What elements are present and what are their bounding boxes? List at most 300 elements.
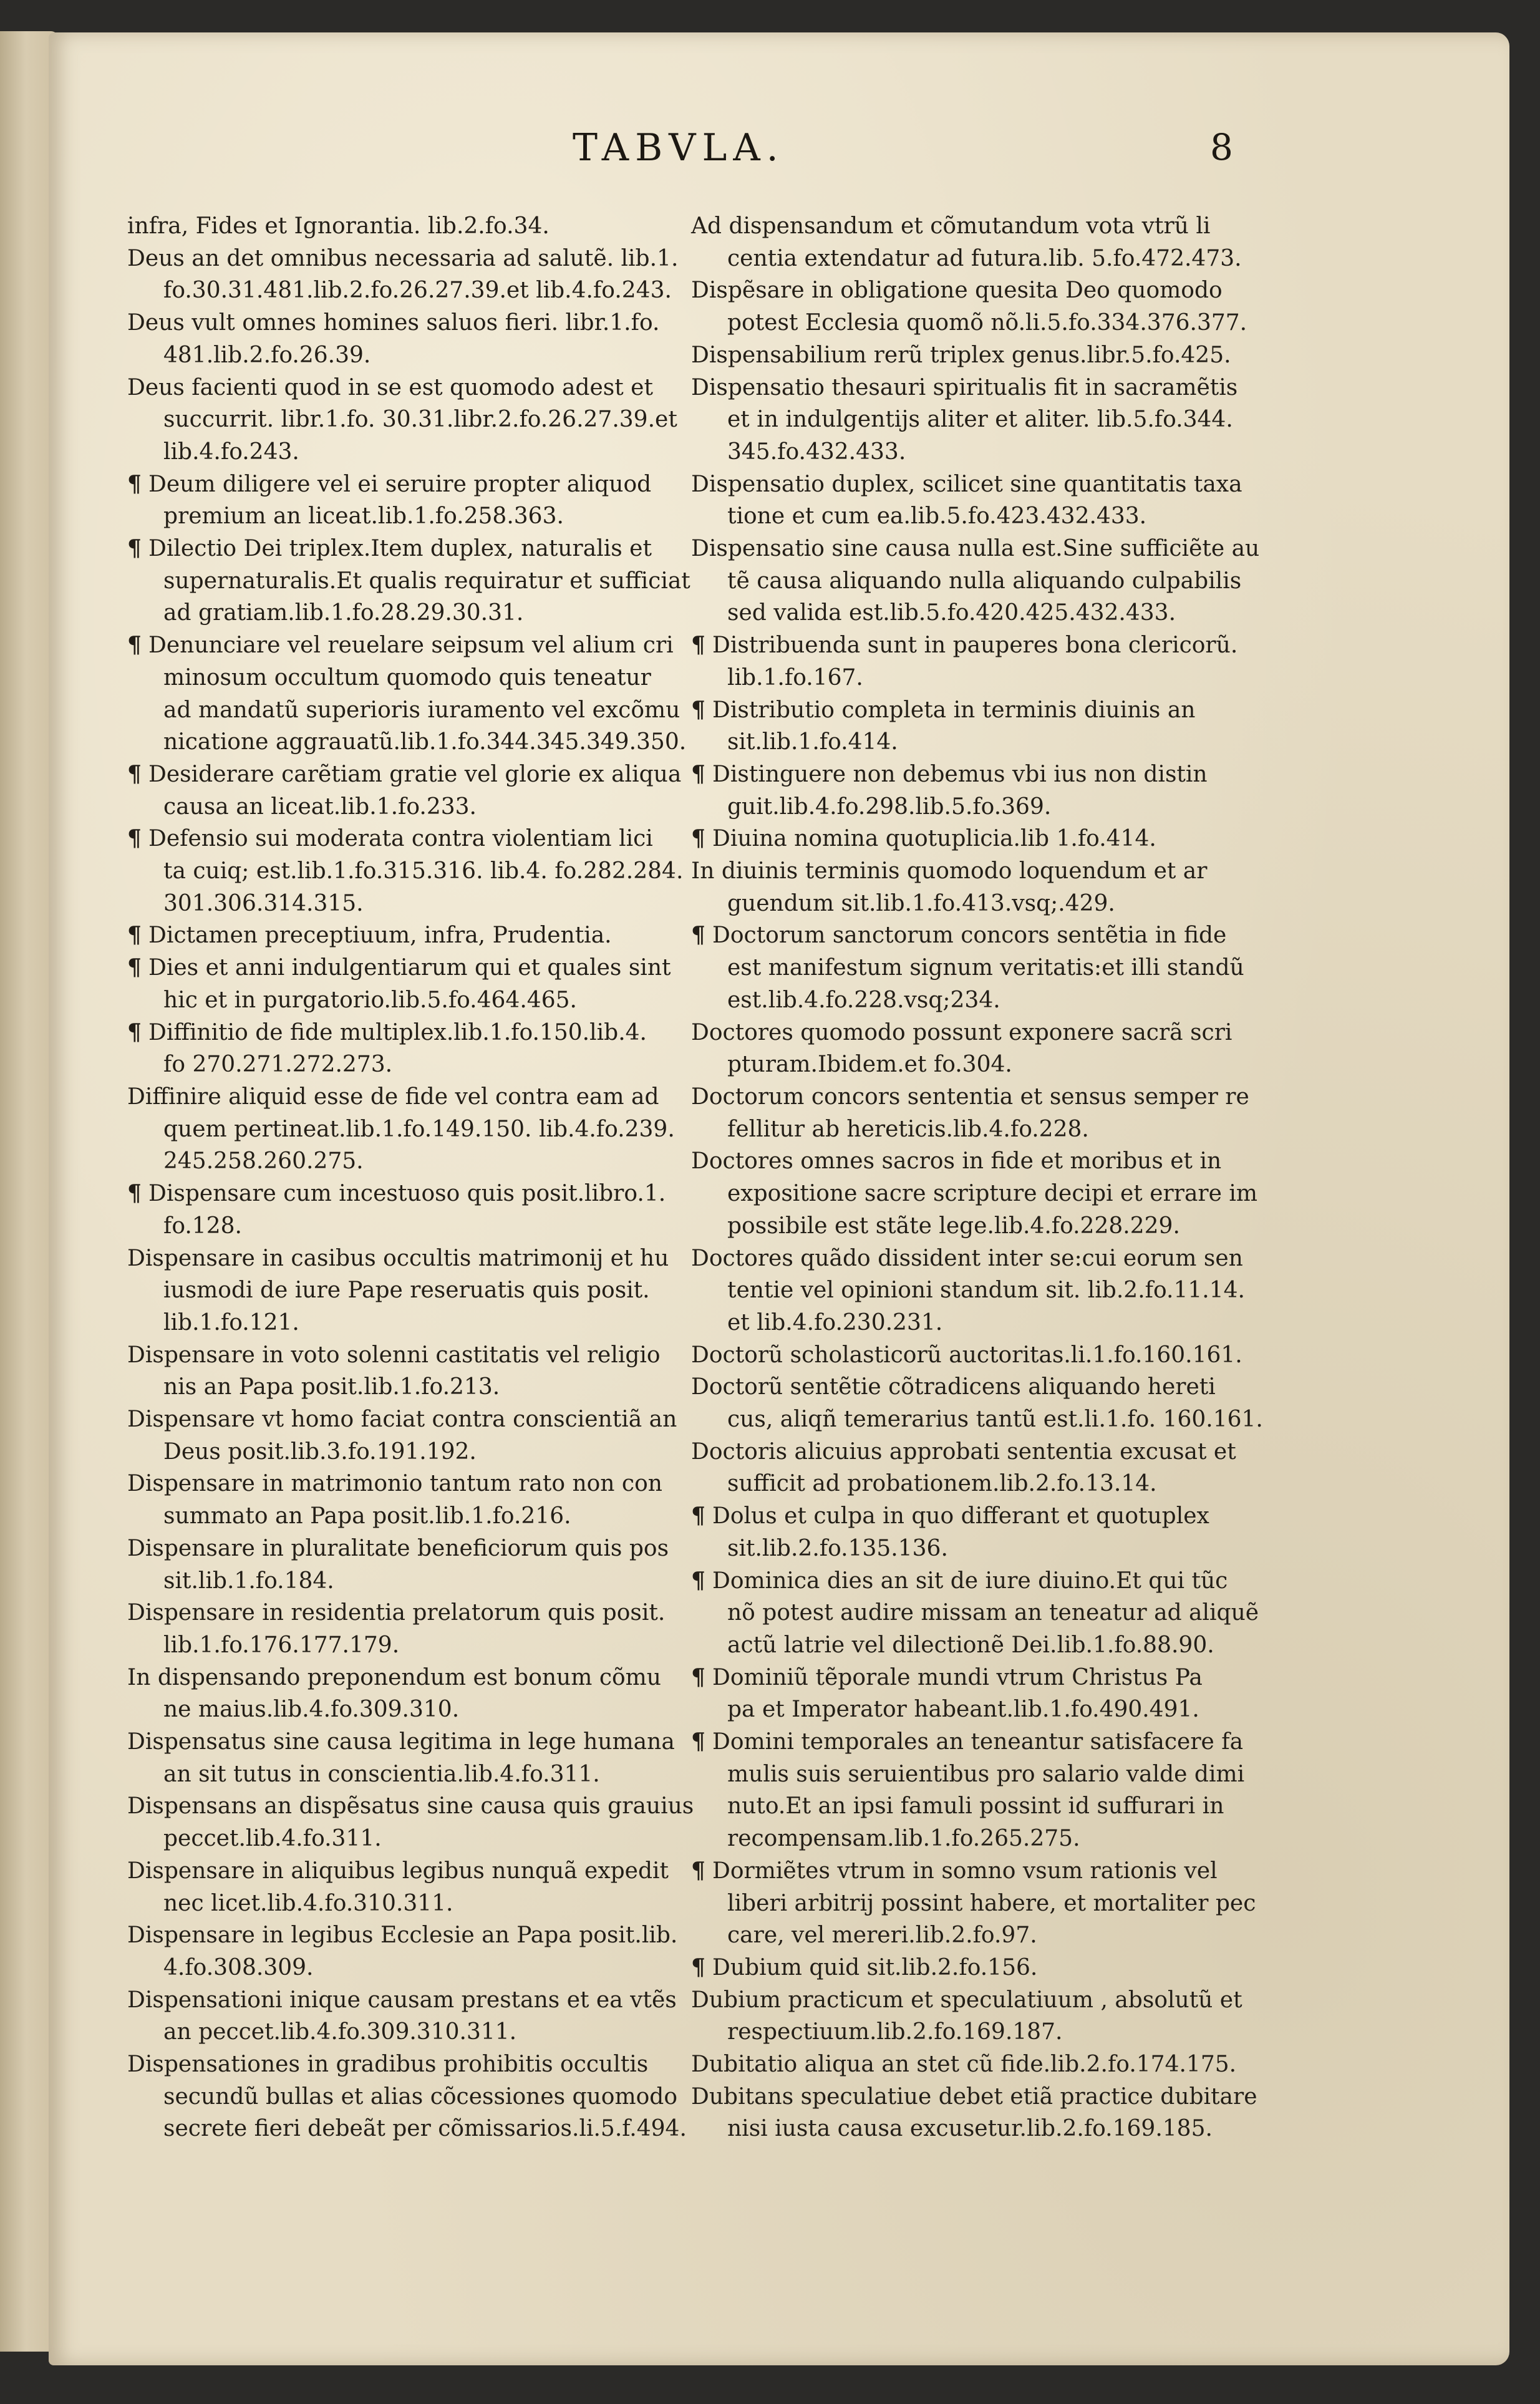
- entry-continuation-line: [127, 1694, 692, 1726]
- entry-continuation-line: [691, 500, 1256, 533]
- entry-text: Dispensare cum incestuoso quis posit.libro.1.: [148, 1181, 666, 1207]
- entry-text: pa et Imperator habeant.lib.1.fo.490.491.: [727, 1697, 1199, 1723]
- entry-text: Dubium practicum et speculatiuum , absolutũ et: [691, 1987, 1242, 2013]
- entry-text: nisi iusta causa excusetur.lib.2.fo.169.185.: [727, 2116, 1213, 2142]
- entry-text: an peccet.lib.4.fo.309.310.311.: [163, 2019, 517, 2045]
- entry-text: Dispensabilium rerũ triplex genus.libr.5.fo.425.: [691, 342, 1231, 368]
- index-entry: [127, 952, 692, 1016]
- entry-text: minosum occultum quomodo quis teneatur: [163, 664, 651, 691]
- entry-continuation-line: [691, 791, 1256, 823]
- index-entry: [127, 1984, 692, 2048]
- entry-continuation-line: [127, 1500, 692, 1533]
- index-entry: [127, 1533, 692, 1597]
- index-entry: [691, 2048, 1256, 2081]
- entry-line: [691, 855, 1256, 888]
- entry-text: Dispensare in voto solenni castitatis vel religio: [127, 1342, 661, 1368]
- entry-continuation-line: [691, 307, 1256, 339]
- entry-text: nicatione aggrauatũ.lib.1.fo.344.345.349.350.: [163, 729, 687, 755]
- entry-continuation-line: [691, 888, 1256, 920]
- entry-line: [691, 210, 1256, 243]
- index-entry: [127, 243, 692, 307]
- entry-text: Distributio completa in terminis diuinis an: [712, 697, 1196, 723]
- entry-text: nec licet.lib.4.fo.310.311.: [163, 1890, 453, 1916]
- entry-text: Desiderare carẽtiam gratie vel glorie ex aliqua: [148, 761, 682, 787]
- index-column-right: [691, 210, 1263, 2145]
- index-entry: [691, 919, 1256, 1016]
- entry-text: Dormiẽtes vtrum in somno vsum rationis vel: [712, 1858, 1218, 1884]
- entry-text: Dubitatio aliqua an stet cũ fide.lib.2.fo.174.175.: [691, 2052, 1237, 2078]
- index-entry: [127, 1403, 692, 1468]
- entry-text: est manifestum signum veritatis:et illi standũ: [727, 955, 1244, 981]
- pilcrow-icon: ¶: [127, 760, 142, 787]
- entry-continuation-line: [127, 1952, 692, 1984]
- entry-text: Dominiũ tẽporale mundi vtrum Christus Pa: [712, 1664, 1203, 1690]
- entry-continuation-line: [691, 1597, 1259, 1629]
- pilcrow-icon: ¶: [691, 1954, 705, 1980]
- entry-line: [127, 307, 692, 339]
- entry-continuation-line: [127, 1823, 692, 1855]
- pilcrow-icon: ¶: [691, 632, 705, 659]
- entry-continuation-line: [127, 2016, 692, 2048]
- entry-line: [127, 210, 692, 243]
- entry-continuation-line: [691, 1468, 1256, 1500]
- entry-text: Dispensare in aliquibus legibus nunquã expedit: [127, 1858, 669, 1884]
- index-entry: [691, 1662, 1256, 1726]
- entry-text: Dispensare in casibus occultis matrimonij et hu: [127, 1245, 669, 1271]
- index-entry: [127, 1662, 692, 1726]
- entry-continuation-line: [691, 1049, 1256, 1081]
- entry-text: Deus posit.lib.3.fo.191.192.: [163, 1438, 477, 1465]
- entry-text: ta cuiq; est.lib.1.fo.315.316. lib.4. fo.282.284.: [163, 858, 684, 885]
- entry-line: [691, 1339, 1256, 1372]
- index-entry: [691, 629, 1256, 694]
- entry-line: [127, 919, 692, 952]
- entry-text: lib.1.fo.167.: [727, 664, 863, 691]
- entry-text: In diuinis terminis quomodo loquendum et ar: [691, 858, 1208, 885]
- index-entry: [127, 629, 692, 759]
- entry-continuation-line: [691, 1533, 1256, 1565]
- index-entry: [691, 759, 1256, 823]
- index-entry: [127, 759, 692, 823]
- entry-continuation-line: [127, 2113, 692, 2145]
- entry-text: Dispensationes in gradibus prohibitis occultis: [127, 2052, 649, 2078]
- index-entry: [127, 1081, 692, 1178]
- entry-line: [127, 823, 692, 855]
- entry-line: [127, 629, 692, 662]
- index-entry: [691, 1565, 1259, 1662]
- entry-text: iusmodi de iure Pape reseruatis quis posit.: [163, 1277, 650, 1304]
- entry-continuation-line: [127, 1274, 692, 1307]
- entry-text: In dispensando preponendum est bonum cõmu: [127, 1664, 661, 1690]
- entry-text: nuto.Et an ipsi famuli possint id suffurari in: [727, 1793, 1224, 1820]
- entry-line: [691, 694, 1256, 727]
- index-entry: [127, 307, 692, 371]
- entry-text: ne maius.lib.4.fo.309.310.: [163, 1697, 460, 1723]
- index-entry: [127, 2048, 692, 2145]
- entry-text: fo.128.: [163, 1213, 242, 1239]
- entry-text: centia extendatur ad futura.lib. 5.fo.472.473.: [727, 245, 1242, 271]
- entry-text: Dispẽsare in obligatione quesita Deo quomodo: [691, 278, 1223, 304]
- entry-text: Ad dispensandum et cõmutandum vota vtrũ li: [691, 213, 1211, 239]
- entry-text: quem pertineat.lib.1.fo.149.150. lib.4.fo.239.: [163, 1116, 675, 1142]
- entry-text: summato an Papa posit.lib.1.fo.216.: [163, 1503, 571, 1529]
- entry-line: [691, 1984, 1256, 2017]
- entry-text: tentie vel opinioni standum sit. lib.2.fo.11.14.: [727, 1277, 1245, 1304]
- entry-continuation-line: [127, 1371, 692, 1403]
- entry-text: Dispensare in residentia prelatorum quis posit.: [127, 1600, 666, 1626]
- entry-continuation-line: [691, 565, 1256, 598]
- entry-continuation-line: [127, 984, 692, 1017]
- entry-text: lib.1.fo.176.177.179.: [163, 1632, 400, 1658]
- index-entry: [691, 823, 1256, 855]
- entry-text: fellitur ab hereticis.lib.4.fo.228.: [727, 1116, 1089, 1142]
- entry-text: infra, Fides et Ignorantia. lib.2.fo.34.: [127, 213, 550, 239]
- entry-text: Dictamen preceptiuum, infra, Prudentia.: [148, 923, 612, 949]
- entry-line: [691, 1855, 1256, 1888]
- entry-line: [127, 1403, 692, 1436]
- index-entry: [127, 210, 692, 243]
- index-entry: [127, 1468, 692, 1532]
- entry-text: Dies et anni indulgentiarum qui et quales sint: [148, 955, 671, 981]
- entry-continuation-line: [691, 1758, 1256, 1791]
- page-header: [49, 126, 1509, 182]
- entry-text: lib.1.fo.121.: [163, 1309, 299, 1335]
- index-entry: [691, 1855, 1256, 1952]
- entry-line: [127, 1790, 692, 1823]
- entry-continuation-line: [691, 2016, 1256, 2048]
- entry-line: [127, 759, 692, 791]
- entry-text: secundũ bullas et alias cõcessiones quomodo: [163, 2083, 677, 2110]
- entry-line: [127, 468, 692, 501]
- index-entry: [691, 1145, 1256, 1242]
- entry-text: peccet.lib.4.fo.311.: [163, 1826, 382, 1852]
- pilcrow-icon: ¶: [127, 470, 142, 497]
- entry-text: Dispensans an dispẽsatus sine causa quis grauius: [127, 1793, 694, 1820]
- index-entry: [691, 1436, 1256, 1500]
- entry-line: [691, 1145, 1256, 1178]
- pilcrow-icon: ¶: [127, 922, 142, 949]
- entry-text: Diuina nomina quotuplicia.lib 1.fo.414.: [712, 826, 1156, 852]
- pilcrow-icon: ¶: [127, 535, 142, 562]
- index-entry: [691, 1243, 1256, 1339]
- pilcrow-icon: ¶: [127, 1019, 142, 1045]
- index-entry: [127, 823, 692, 919]
- entry-text: sit.lib.2.fo.135.136.: [727, 1535, 948, 1561]
- entry-continuation-line: [127, 1049, 692, 1081]
- entry-continuation-line: [127, 791, 692, 823]
- entry-line: [127, 1984, 692, 2017]
- pilcrow-icon: ¶: [691, 760, 705, 787]
- entry-line: [127, 1919, 692, 1952]
- entry-line: [127, 1533, 692, 1565]
- entry-text: et in indulgentijs aliter et aliter. lib.5.fo.344.: [727, 407, 1233, 433]
- entry-continuation-line: [127, 1113, 692, 1146]
- entry-continuation-line: [691, 404, 1256, 436]
- entry-text: Dispensare vt homo faciat contra conscientiã an: [127, 1407, 677, 1433]
- pilcrow-icon: ¶: [691, 1567, 705, 1594]
- entry-continuation-line: [127, 694, 692, 727]
- entry-text: Doctorum sanctorum concors sentẽtia in fide: [712, 923, 1227, 949]
- entry-text: 481.lib.2.fo.26.39.: [163, 342, 371, 368]
- entry-continuation-line: [127, 1629, 692, 1662]
- entry-text: Dispensare in matrimonio tantum rato non con: [127, 1471, 662, 1497]
- entry-text: hic et in purgatorio.lib.5.fo.464.465.: [163, 987, 577, 1013]
- entry-continuation-line: [691, 662, 1256, 694]
- entry-continuation-line: [691, 1629, 1256, 1662]
- entry-text: Dispensare in pluralitate beneficiorum quis pos: [127, 1535, 669, 1561]
- index-entry: [691, 1339, 1256, 1372]
- index-entry: [127, 919, 692, 952]
- entry-text: Dispensationi inique causam prestans et ea vtẽs: [127, 1987, 677, 2013]
- pilcrow-icon: ¶: [691, 1664, 705, 1690]
- entry-line: [127, 2048, 692, 2081]
- entry-continuation-line: [127, 1758, 692, 1791]
- entry-text: Diffinitio de fide multiplex.lib.1.fo.150.lib.4.: [148, 1019, 647, 1045]
- entry-text: expositione sacre scripture decipi et errare im: [727, 1181, 1258, 1207]
- entry-text: recompensam.lib.1.fo.265.275.: [727, 1826, 1080, 1852]
- pilcrow-icon: ¶: [691, 696, 705, 723]
- entry-continuation-line: [127, 662, 692, 694]
- entry-text: guendum sit.lib.1.fo.413.vsq;.429.: [727, 890, 1115, 916]
- entry-line: [691, 1726, 1256, 1758]
- pilcrow-icon: ¶: [691, 1857, 705, 1884]
- entry-text: Deus facienti quod in se est quomodo adest et: [127, 374, 653, 400]
- entry-text: ad mandatũ superioris iuramento vel excõmu: [163, 697, 680, 723]
- entry-text: fo.30.31.481.lib.2.fo.26.27.39.et lib.4.fo.243.: [163, 278, 672, 304]
- entry-line: [127, 1662, 692, 1694]
- entry-continuation-line: [691, 1178, 1256, 1210]
- index-entry: [691, 855, 1256, 919]
- entry-text: Doctores quãdo dissident inter se:cui eorum sen: [691, 1245, 1243, 1271]
- entry-text: Deus an det omnibus necessaria ad salutẽ. lib.1.: [127, 245, 679, 271]
- entry-text: an sit tutus in conscientia.lib.4.fo.311.: [163, 1761, 600, 1787]
- entry-continuation-line: [127, 1145, 692, 1178]
- entry-text: est.lib.4.fo.228.vsq;234.: [727, 987, 1000, 1013]
- entry-text: et lib.4.fo.230.231.: [727, 1309, 943, 1335]
- entry-line: [691, 823, 1256, 855]
- entry-line: [691, 1371, 1256, 1403]
- entry-line: [127, 1468, 692, 1500]
- entry-line: [127, 1017, 692, 1049]
- entry-line: [691, 1436, 1256, 1468]
- index-entry: [127, 372, 692, 468]
- index-entry: [691, 339, 1256, 372]
- entry-continuation-line: [127, 339, 692, 372]
- index-entry: [127, 468, 692, 533]
- entry-continuation-line: [691, 1888, 1256, 1920]
- entry-text: actũ latrie vel dilectionẽ Dei.lib.1.fo.88.90.: [727, 1632, 1214, 1658]
- entry-line: [691, 629, 1256, 662]
- index-entry: [691, 210, 1256, 274]
- entry-line: [127, 952, 692, 984]
- entry-text: care, vel mereri.lib.2.fo.97.: [727, 1922, 1037, 1949]
- entry-text: Doctorũ scholasticorũ auctoritas.li.1.fo.160.161.: [691, 1342, 1242, 1368]
- index-entry: [691, 468, 1256, 533]
- entry-line: [691, 2081, 1256, 2113]
- entry-continuation-line: [691, 436, 1256, 468]
- index-entry: [691, 1081, 1256, 1145]
- pilcrow-icon: ¶: [691, 1728, 705, 1755]
- index-entry: [691, 1017, 1256, 1081]
- entry-line: [691, 1952, 1256, 1984]
- entry-line: [691, 919, 1256, 952]
- index-entry: [127, 1243, 692, 1339]
- entry-continuation-line: [691, 597, 1256, 629]
- entry-text: Dispensatus sine causa legitima in lege humana: [127, 1729, 675, 1755]
- entry-continuation-line: [691, 243, 1256, 275]
- entry-text: Dispensatio sine causa nulla est.Sine sufficiẽte au: [691, 536, 1260, 562]
- entry-continuation-line: [127, 855, 692, 888]
- entry-continuation-line: [127, 726, 692, 759]
- index-entry: [691, 533, 1260, 629]
- entry-line: [691, 1243, 1256, 1275]
- entry-line: [127, 1726, 692, 1758]
- index-entry: [691, 372, 1256, 468]
- entry-line: [127, 243, 692, 275]
- entry-text: Doctorum concors sententia et sensus semper re: [691, 1083, 1249, 1110]
- entry-text: sit.lib.1.fo.184.: [163, 1568, 334, 1594]
- entry-continuation-line: [127, 597, 692, 629]
- entry-text: Distinguere non debemus vbi ius non distin: [712, 761, 1208, 787]
- entry-line: [691, 1565, 1256, 1597]
- entry-line: [691, 2048, 1256, 2081]
- entry-text: guit.lib.4.fo.298.lib.5.fo.369.: [727, 793, 1052, 820]
- entry-line: [127, 1243, 692, 1275]
- entry-continuation-line: [691, 2113, 1256, 2145]
- entry-line: [127, 372, 692, 404]
- entry-text: 4.fo.308.309.: [163, 1954, 314, 1980]
- entry-text: fo 270.271.272.273.: [163, 1052, 393, 1078]
- entry-text: supernaturalis.Et qualis requiratur et sufficiat: [163, 568, 690, 594]
- entry-text: Dolus et culpa in quo differant et quotuplex: [712, 1503, 1209, 1529]
- entry-continuation-line: [691, 1919, 1256, 1952]
- entry-text: nõ potest audire missam an teneatur ad aliquẽ: [727, 1600, 1259, 1626]
- entry-text: sed valida est.lib.5.fo.420.425.432.433.: [727, 600, 1176, 626]
- entry-continuation-line: [691, 1790, 1256, 1823]
- entry-text: Defensio sui moderata contra violentiam lici: [148, 826, 653, 852]
- entry-text: cus, aliqñ temerarius tantũ est.li.1.fo. 160.161.: [727, 1407, 1263, 1433]
- entry-line: [691, 468, 1256, 501]
- entry-continuation-line: [127, 1436, 692, 1468]
- entry-text: nis an Papa posit.lib.1.fo.213.: [163, 1374, 500, 1400]
- entry-continuation-line: [127, 565, 692, 598]
- index-entry: [691, 1984, 1256, 2048]
- entry-continuation-line: [691, 726, 1256, 759]
- index-entry: [691, 1371, 1263, 1435]
- entry-text: Dubitans speculatiue debet etiã practice dubitare: [691, 2083, 1257, 2110]
- entry-line: [127, 1597, 692, 1629]
- entry-continuation-line: [691, 1113, 1256, 1146]
- entry-line: [691, 339, 1256, 372]
- entry-text: Dominica dies an sit de iure diuino.Et qui tũc: [712, 1568, 1228, 1594]
- entry-continuation-line: [691, 1274, 1256, 1307]
- entry-text: 345.fo.432.433.: [727, 439, 906, 465]
- entry-text: premium an liceat.lib.1.fo.258.363.: [163, 503, 564, 530]
- index-entry: [127, 1790, 692, 1854]
- entry-text: Dubium quid sit.lib.2.fo.156.: [712, 1954, 1038, 1980]
- entry-continuation-line: [691, 1694, 1256, 1726]
- pilcrow-icon: ¶: [127, 954, 142, 981]
- entry-continuation-line: [127, 1307, 692, 1339]
- entry-text: succurrit. libr.1.fo. 30.31.libr.2.fo.26.27.39.et: [163, 407, 677, 433]
- entry-text: Dispensare in legibus Ecclesie an Papa posit.lib.: [127, 1922, 678, 1949]
- entry-text: possibile est stãte lege.lib.4.fo.228.229.: [727, 1213, 1180, 1239]
- entry-continuation-line: [127, 1210, 692, 1243]
- pilcrow-icon: ¶: [691, 1503, 705, 1529]
- index-entry: [127, 1597, 692, 1661]
- index-entry: [691, 1952, 1256, 1984]
- entry-continuation-line: [127, 274, 692, 307]
- pilcrow-icon: ¶: [691, 922, 705, 949]
- entry-text: secrete fieri debeãt per cõmissarios.li.5.f.494.: [163, 2116, 687, 2142]
- entry-text: Dispensatio thesauri spiritualis fit in sacramẽtis: [691, 374, 1238, 400]
- entry-text: Domini temporales an teneantur satisfacere fa: [712, 1729, 1244, 1755]
- entry-text: Diffinire aliquid esse de fide vel contra eam ad: [127, 1083, 659, 1110]
- index-entry: [127, 533, 692, 629]
- index-entry: [127, 1726, 692, 1790]
- entry-continuation-line: [691, 952, 1256, 984]
- entry-continuation-line: [691, 1210, 1256, 1243]
- entry-text: tione et cum ea.lib.5.fo.423.432.433.: [727, 503, 1147, 530]
- book-page: [49, 32, 1509, 2365]
- entry-line: [691, 1662, 1256, 1694]
- entry-text: Deum diligere vel ei seruire propter aliquod: [148, 471, 652, 497]
- entry-text: Doctorũ sentẽtie cõtradicens aliquando hereti: [691, 1374, 1216, 1400]
- entry-line: [691, 274, 1256, 307]
- entry-text: ad gratiam.lib.1.fo.28.29.30.31.: [163, 600, 524, 626]
- pilcrow-icon: ¶: [691, 825, 705, 852]
- entry-text: Doctores omnes sacros in fide et moribus et in: [691, 1148, 1222, 1175]
- entry-continuation-line: [127, 1565, 692, 1597]
- entry-text: Distribuenda sunt in pauperes bona clericorũ.: [712, 633, 1238, 659]
- entry-text: Denunciare vel reuelare seipsum vel alium cri: [148, 633, 674, 659]
- entry-continuation-line: [127, 436, 692, 468]
- index-entry: [127, 1178, 692, 1242]
- entry-line: [127, 1081, 692, 1113]
- entry-text: respectiuum.lib.2.fo.169.187.: [727, 2019, 1063, 2045]
- entry-continuation-line: [691, 1307, 1256, 1339]
- entry-text: Doctoris alicuius approbati sententia excusat et: [691, 1438, 1236, 1465]
- entry-continuation-line: [127, 500, 692, 533]
- index-entry: [691, 274, 1256, 339]
- entry-continuation-line: [691, 984, 1256, 1017]
- index-entry: [127, 1919, 692, 1984]
- entry-continuation-line: [127, 404, 692, 436]
- entry-line: [691, 533, 1260, 565]
- entry-text: 301.306.314.315.: [163, 890, 364, 916]
- entry-line: [127, 533, 692, 565]
- entry-line: [127, 1178, 692, 1210]
- entry-text: tẽ causa aliquando nulla aliquando culpabilis: [727, 568, 1242, 594]
- entry-text: sit.lib.1.fo.414.: [727, 729, 898, 755]
- entry-text: Dilectio Dei triplex.Item duplex, naturalis et: [148, 536, 652, 562]
- index-entry: [691, 2081, 1256, 2145]
- entry-text: lib.4.fo.243.: [163, 439, 299, 465]
- entry-continuation-line: [127, 2081, 692, 2113]
- entry-text: causa an liceat.lib.1.fo.233.: [163, 793, 477, 820]
- index-entry: [127, 1017, 692, 1081]
- index-column-left: [127, 210, 692, 2145]
- entry-line: [691, 1500, 1256, 1533]
- entry-text: 245.258.260.275.: [163, 1148, 364, 1175]
- index-entry: [691, 694, 1256, 759]
- entry-line: [127, 1339, 692, 1372]
- entry-text: liberi arbitrij possint habere, et mortaliter pec: [727, 1890, 1256, 1916]
- entry-text: Doctores quomodo possunt exponere sacrã scri: [691, 1019, 1232, 1045]
- index-entry: [691, 1726, 1256, 1855]
- entry-continuation-line: [691, 1403, 1263, 1436]
- entry-text: pturam.Ibidem.et fo.304.: [727, 1052, 1012, 1078]
